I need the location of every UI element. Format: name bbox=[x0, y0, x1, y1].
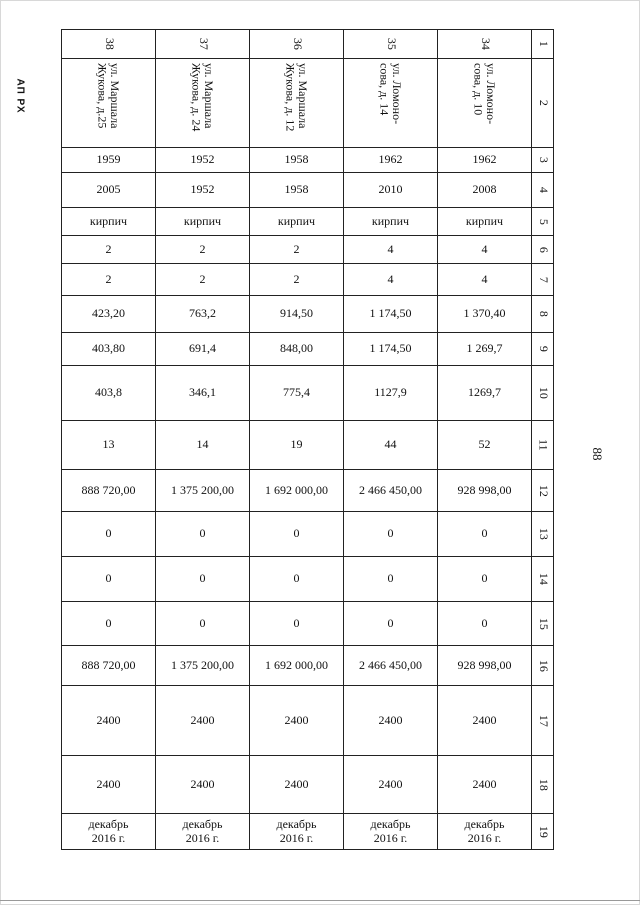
table-row bbox=[62, 686, 554, 756]
table-cell bbox=[250, 59, 344, 148]
cell-value: декабрь 2016 г. bbox=[370, 816, 411, 845]
table-row bbox=[62, 59, 554, 148]
row-number: 2 bbox=[536, 99, 551, 106]
cell-value: 0 bbox=[199, 571, 206, 586]
table-cell bbox=[156, 470, 250, 512]
row-number-cell bbox=[532, 814, 554, 850]
table-cell bbox=[250, 366, 344, 421]
cell-value: 2 466 450,00 bbox=[359, 657, 422, 672]
cell-value: 888 720,00 bbox=[81, 482, 136, 497]
table-cell bbox=[250, 646, 344, 686]
table-cell bbox=[438, 236, 532, 264]
table-cell bbox=[62, 421, 156, 470]
cell-value: 2008 bbox=[472, 182, 497, 197]
table-cell bbox=[344, 686, 438, 756]
cell-value: 4 bbox=[481, 271, 488, 286]
table-cell bbox=[156, 264, 250, 296]
row-number-cell bbox=[532, 686, 554, 756]
cell-value: 14 bbox=[196, 437, 209, 452]
table-cell bbox=[344, 148, 438, 173]
cell-value: 52 bbox=[478, 437, 491, 452]
table-cell bbox=[62, 236, 156, 264]
address-text: ул. Маршала Жукова, д.25 bbox=[95, 63, 123, 129]
table-cell bbox=[156, 557, 250, 602]
cell-value: 1 370,40 bbox=[463, 306, 506, 321]
address-text: ул. Маршала Жукова, д. 12 bbox=[283, 63, 311, 132]
row-number: 9 bbox=[536, 345, 551, 352]
cell-value: 2 466 450,00 bbox=[359, 482, 422, 497]
row-number-cell bbox=[532, 296, 554, 333]
table-cell bbox=[156, 59, 250, 148]
cell-value: 2 bbox=[105, 241, 112, 256]
page-number: 88 bbox=[590, 447, 605, 461]
cell-value: 1952 bbox=[190, 152, 215, 167]
cell-value: 1952 bbox=[190, 182, 215, 197]
table-cell bbox=[156, 421, 250, 470]
cell-value: 1 692 000,00 bbox=[265, 657, 328, 672]
cell-value: кирпич bbox=[89, 213, 128, 228]
cell-value: 4 bbox=[387, 271, 394, 286]
housing-register-table bbox=[61, 29, 554, 850]
column-number: 37 bbox=[196, 37, 211, 50]
table-row bbox=[62, 512, 554, 557]
cell-value: 1962 bbox=[472, 152, 497, 167]
address-text: ул. Ломоно- сова, д. 10 bbox=[471, 63, 499, 125]
cell-value: 2005 bbox=[96, 182, 121, 197]
table-cell bbox=[250, 756, 344, 814]
cell-value: 2400 bbox=[378, 776, 403, 791]
cell-value: 0 bbox=[105, 615, 112, 630]
cell-value: 0 bbox=[199, 526, 206, 541]
table-cell bbox=[438, 59, 532, 148]
cell-value: кирпич bbox=[277, 213, 316, 228]
row-number: 18 bbox=[536, 778, 551, 791]
table-cell bbox=[62, 59, 156, 148]
cell-value: 2400 bbox=[190, 776, 215, 791]
table-cell bbox=[62, 148, 156, 173]
cell-value: 763,2 bbox=[189, 306, 216, 321]
table-row bbox=[62, 148, 554, 173]
cell-value: кирпич bbox=[183, 213, 222, 228]
table-cell bbox=[156, 814, 250, 850]
cell-value: кирпич bbox=[465, 213, 504, 228]
table-cell bbox=[62, 173, 156, 208]
column-number: 34 bbox=[478, 37, 493, 50]
table-cell bbox=[156, 148, 250, 173]
cell-value: 44 bbox=[384, 437, 397, 452]
row-number: 15 bbox=[536, 617, 551, 630]
cell-value: 0 bbox=[481, 615, 488, 630]
cell-value: 403,8 bbox=[95, 385, 122, 400]
cell-value: декабрь 2016 г. bbox=[276, 816, 317, 845]
cell-value: 2400 bbox=[378, 712, 403, 727]
cell-value: 0 bbox=[293, 526, 300, 541]
row-number-cell bbox=[532, 173, 554, 208]
row-number-cell bbox=[532, 236, 554, 264]
cell-value: декабрь 2016 г. bbox=[182, 816, 223, 845]
row-number: 4 bbox=[536, 186, 551, 193]
row-number-cell bbox=[532, 264, 554, 296]
address-text: ул. Маршала Жукова, д. 24 bbox=[189, 63, 217, 132]
table-row bbox=[62, 602, 554, 646]
row-number: 12 bbox=[536, 484, 551, 497]
table-row bbox=[62, 264, 554, 296]
cell-value: 1 375 200,00 bbox=[171, 482, 234, 497]
table-row bbox=[62, 333, 554, 366]
row-number-cell bbox=[532, 602, 554, 646]
table-cell bbox=[62, 296, 156, 333]
table-row bbox=[62, 470, 554, 512]
table-cell bbox=[344, 264, 438, 296]
cell-value: 0 bbox=[199, 615, 206, 630]
row-number: 13 bbox=[536, 527, 551, 540]
row-number: 10 bbox=[536, 386, 551, 399]
table-cell bbox=[344, 296, 438, 333]
page-bottom-rule bbox=[0, 900, 640, 901]
table-cell bbox=[62, 756, 156, 814]
table-cell bbox=[438, 557, 532, 602]
cell-value: 2400 bbox=[96, 712, 121, 727]
table-cell bbox=[438, 814, 532, 850]
table-cell bbox=[62, 264, 156, 296]
table-cell bbox=[438, 756, 532, 814]
cell-value: 0 bbox=[481, 571, 488, 586]
table-row bbox=[62, 557, 554, 602]
cell-value: 2400 bbox=[472, 712, 497, 727]
cell-value: 0 bbox=[481, 526, 488, 541]
table-row bbox=[62, 236, 554, 264]
table-cell bbox=[344, 421, 438, 470]
table-cell bbox=[250, 148, 344, 173]
table-cell bbox=[344, 756, 438, 814]
table-cell bbox=[62, 814, 156, 850]
table-cell bbox=[438, 470, 532, 512]
table-cell bbox=[344, 208, 438, 236]
row-number: 8 bbox=[536, 310, 551, 317]
row-number: 17 bbox=[536, 714, 551, 727]
cell-value: 2400 bbox=[472, 776, 497, 791]
column-number: 38 bbox=[102, 37, 117, 50]
table-cell bbox=[62, 30, 156, 59]
table-cell bbox=[438, 208, 532, 236]
table-cell bbox=[250, 173, 344, 208]
cell-value: 1269,7 bbox=[468, 385, 501, 400]
table-cell bbox=[62, 602, 156, 646]
cell-value: 928 998,00 bbox=[457, 482, 512, 497]
table-cell bbox=[438, 602, 532, 646]
row-number-cell bbox=[532, 59, 554, 148]
row-number: 14 bbox=[536, 572, 551, 585]
table-row bbox=[62, 173, 554, 208]
table-cell bbox=[250, 208, 344, 236]
table-cell bbox=[156, 208, 250, 236]
table-cell bbox=[438, 148, 532, 173]
row-number-cell bbox=[532, 421, 554, 470]
cell-value: 2 bbox=[293, 271, 300, 286]
row-number-cell bbox=[532, 366, 554, 421]
cell-value: 1 174,50 bbox=[369, 341, 412, 356]
cell-value: 1 269,7 bbox=[466, 341, 503, 356]
table-cell bbox=[344, 470, 438, 512]
cell-value: 1 375 200,00 bbox=[171, 657, 234, 672]
table-cell bbox=[438, 421, 532, 470]
table-cell bbox=[62, 470, 156, 512]
table-cell bbox=[438, 366, 532, 421]
cell-value: 19 bbox=[290, 437, 303, 452]
table-cell bbox=[250, 470, 344, 512]
cell-value: 2010 bbox=[378, 182, 403, 197]
table-row bbox=[62, 208, 554, 236]
row-number: 6 bbox=[536, 246, 551, 253]
table-row bbox=[62, 814, 554, 850]
table-row bbox=[62, 296, 554, 333]
table-cell bbox=[344, 173, 438, 208]
cell-value: 1127,9 bbox=[374, 385, 407, 400]
cell-value: 0 bbox=[387, 571, 394, 586]
row-number-cell bbox=[532, 646, 554, 686]
table-cell bbox=[344, 236, 438, 264]
table-cell bbox=[438, 686, 532, 756]
table-cell bbox=[438, 264, 532, 296]
table-cell bbox=[438, 173, 532, 208]
cell-value: 0 bbox=[387, 615, 394, 630]
cell-value: 1958 bbox=[284, 182, 309, 197]
cell-value: 423,20 bbox=[92, 306, 125, 321]
table-cell bbox=[438, 512, 532, 557]
table-cell bbox=[62, 366, 156, 421]
table-cell bbox=[344, 512, 438, 557]
table-cell bbox=[250, 30, 344, 59]
row-number: 7 bbox=[536, 276, 551, 283]
table-cell bbox=[344, 59, 438, 148]
cell-value: 2 bbox=[105, 271, 112, 286]
cell-value: 2 bbox=[199, 271, 206, 286]
cell-value: 1959 bbox=[96, 152, 121, 167]
column-number: 35 bbox=[384, 37, 399, 50]
row-number-cell bbox=[532, 333, 554, 366]
cell-value: 1958 bbox=[284, 152, 309, 167]
cell-value: 1 692 000,00 bbox=[265, 482, 328, 497]
table-cell bbox=[250, 296, 344, 333]
table-row bbox=[62, 421, 554, 470]
table-cell bbox=[156, 30, 250, 59]
row-number: 16 bbox=[536, 659, 551, 672]
row-number: 5 bbox=[536, 218, 551, 225]
cell-value: 888 720,00 bbox=[81, 657, 136, 672]
table-cell bbox=[156, 296, 250, 333]
table-cell bbox=[438, 30, 532, 59]
table-row bbox=[62, 756, 554, 814]
table-cell bbox=[62, 333, 156, 366]
table-cell bbox=[250, 333, 344, 366]
row-number: 1 bbox=[536, 40, 551, 47]
table-cell bbox=[156, 333, 250, 366]
cell-value: 2400 bbox=[96, 776, 121, 791]
cell-value: 1962 bbox=[378, 152, 403, 167]
table-cell bbox=[156, 646, 250, 686]
cell-value: 2 bbox=[293, 241, 300, 256]
cell-value: 2400 bbox=[190, 712, 215, 727]
cell-value: 848,00 bbox=[280, 341, 313, 356]
cell-value: 0 bbox=[387, 526, 394, 541]
table-cell bbox=[438, 646, 532, 686]
cell-value: 403,80 bbox=[92, 341, 125, 356]
table-cell bbox=[62, 646, 156, 686]
table-cell bbox=[156, 173, 250, 208]
cell-value: 4 bbox=[387, 241, 394, 256]
table-cell bbox=[250, 236, 344, 264]
table-cell bbox=[250, 557, 344, 602]
cell-value: 346,1 bbox=[189, 385, 216, 400]
table-cell bbox=[344, 814, 438, 850]
table-cell bbox=[156, 756, 250, 814]
row-number: 11 bbox=[536, 439, 551, 451]
table-cell bbox=[156, 236, 250, 264]
table-cell bbox=[156, 512, 250, 557]
cell-value: 1 174,50 bbox=[369, 306, 412, 321]
table-cell bbox=[344, 30, 438, 59]
table-row bbox=[62, 30, 554, 59]
table-cell bbox=[250, 602, 344, 646]
row-number-cell bbox=[532, 756, 554, 814]
table-cell bbox=[250, 814, 344, 850]
cell-value: 0 bbox=[105, 526, 112, 541]
row-number-cell bbox=[532, 470, 554, 512]
table-cell bbox=[156, 686, 250, 756]
cell-value: 0 bbox=[293, 615, 300, 630]
table-cell bbox=[438, 296, 532, 333]
table-cell bbox=[250, 264, 344, 296]
row-number-cell bbox=[532, 148, 554, 173]
row-number-cell bbox=[532, 512, 554, 557]
address-text: ул. Ломоно- сова, д. 14 bbox=[377, 63, 405, 125]
table-cell bbox=[344, 333, 438, 366]
column-number: 36 bbox=[290, 37, 305, 50]
cell-value: 4 bbox=[481, 241, 488, 256]
cell-value: 2400 bbox=[284, 776, 309, 791]
table-cell bbox=[62, 512, 156, 557]
row-number-cell bbox=[532, 208, 554, 236]
cell-value: 13 bbox=[102, 437, 115, 452]
row-number: 19 bbox=[536, 825, 551, 838]
row-number: 3 bbox=[536, 156, 551, 163]
cell-value: 914,50 bbox=[280, 306, 313, 321]
cell-value: 691,4 bbox=[189, 341, 216, 356]
table-cell bbox=[156, 366, 250, 421]
table-cell bbox=[62, 557, 156, 602]
table-cell bbox=[438, 333, 532, 366]
cell-value: кирпич bbox=[371, 213, 410, 228]
archive-stamp: АП РХ bbox=[14, 78, 26, 114]
table-cell bbox=[344, 366, 438, 421]
cell-value: 0 bbox=[293, 571, 300, 586]
cell-value: 2400 bbox=[284, 712, 309, 727]
table-cell bbox=[344, 602, 438, 646]
row-number-cell bbox=[532, 30, 554, 59]
table-cell bbox=[250, 512, 344, 557]
table-row bbox=[62, 646, 554, 686]
table-row bbox=[62, 366, 554, 421]
cell-value: 928 998,00 bbox=[457, 657, 512, 672]
cell-value: 0 bbox=[105, 571, 112, 586]
table-cell bbox=[250, 686, 344, 756]
table-cell bbox=[62, 686, 156, 756]
cell-value: декабрь 2016 г. bbox=[88, 816, 129, 845]
table-cell bbox=[344, 557, 438, 602]
table-cell bbox=[250, 421, 344, 470]
row-number-cell bbox=[532, 557, 554, 602]
table-cell bbox=[62, 208, 156, 236]
table-cell bbox=[156, 602, 250, 646]
table-cell bbox=[344, 646, 438, 686]
cell-value: декабрь 2016 г. bbox=[464, 816, 505, 845]
cell-value: 775,4 bbox=[283, 385, 310, 400]
cell-value: 2 bbox=[199, 241, 206, 256]
